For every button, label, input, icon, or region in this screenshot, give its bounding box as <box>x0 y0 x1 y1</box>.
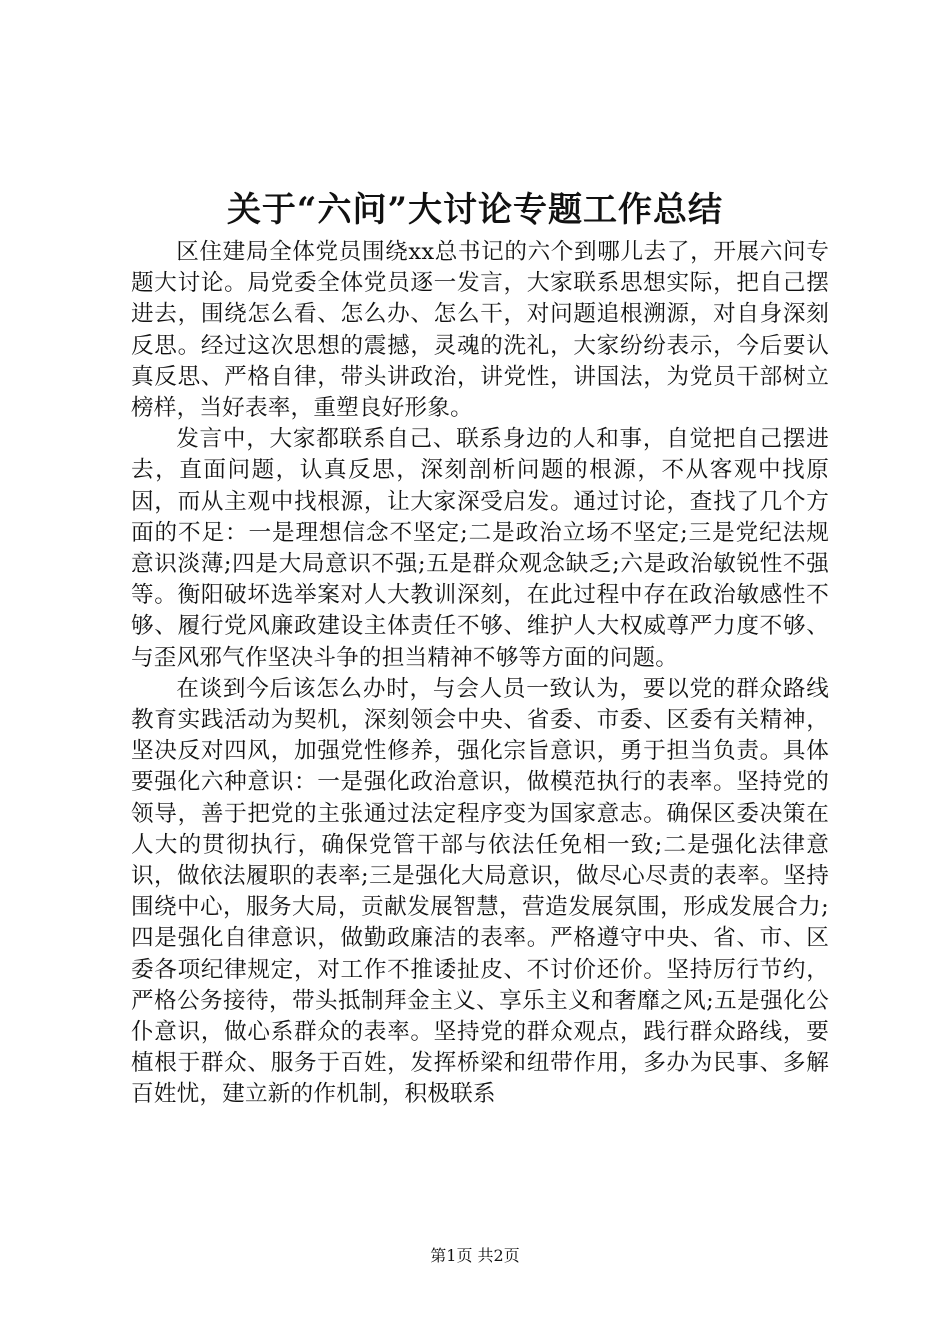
paragraph-2: 发言中，大家都联系自己、联系身边的人和事，自觉把自己摆进去，直面问题，认真反思，深刻剖析问题的根源，不从客观中找原因，而从主观中找根源，让大家深受启发。通过讨论，查找了几个方面的不足：一是理想信念不坚定;二是政治立场不坚定;三是党纪法规意识淡薄;四是大局意识不强;五是群众观念缺乏;六是政治敏锐性不强等。衡阳破坏选举案对人大教训深刻，在此过程中存在政治敏感性不够、履行党风廉政建设主体责任不够、维护人大权威尊严力度不够、与歪风邪气作坚决斗争的担当精神不够等方面的问题。 <box>131 426 829 671</box>
page-footer <box>0 1245 950 1267</box>
page-number: 第1页 <box>430 1246 473 1265</box>
paragraph-3: 在谈到今后该怎么办时，与会人员一致认为，要以党的群众路线教育实践活动为契机，深刻领会中央、省委、市委、区委有关精神，坚决反对四风，加强党性修养，强化宗旨意识，勇于担当负责。具体要强化六种意识：一是强化政治意识，做模范执行的表率。坚持党的领导，善于把党的主张通过法定程序变为国家意志。确保区委决策在人大的贯彻执行，确保党管干部与依法任免相一致;二是强化法律意识，做依法履职的表率;三是强化大局意识，做尽心尽责的表率。坚持围绕中心，服务大局，贡献发展智慧，营造发展氛围，形成发展合力;四是强化自律意识，做勤政廉洁的表率。严格遵守中央、省、市、区委各项纪律规定，对工作不推诿扯皮、不讨价还价。坚持厉行节约，严格公务接待，带头抵制拜金主义、享乐主义和奢靡之风;五是强化公仆意识，做心系群众的表率。坚持党的群众观点，践行群众路线，要植根于群众、服务于百姓，发挥桥梁和纽带作用，多办为民事、多解百姓忧，建立新的作机制，积极联系 <box>131 675 829 1108</box>
paragraph-1: 区住建局全体党员围绕xx总书记的六个到哪儿去了，开展六问专题大讨论。局党委全体党员逐一发言，大家联系思想实际，把自己摆进去，围绕怎么看、怎么办、怎么干，对问题追根溯源，对自身深刻反思。经过这次思想的震撼，灵魂的洗礼，大家纷纷表示，今后要认真反思、严格自律，带头讲政治，讲党性，讲国法，为党员干部树立榜样，当好表率，重塑良好形象。 <box>131 239 829 422</box>
page-total: 共2页 <box>477 1246 520 1265</box>
document-body <box>131 237 829 1111</box>
document-title: 关于“六问”大讨论专题工作总结 <box>226 190 724 230</box>
